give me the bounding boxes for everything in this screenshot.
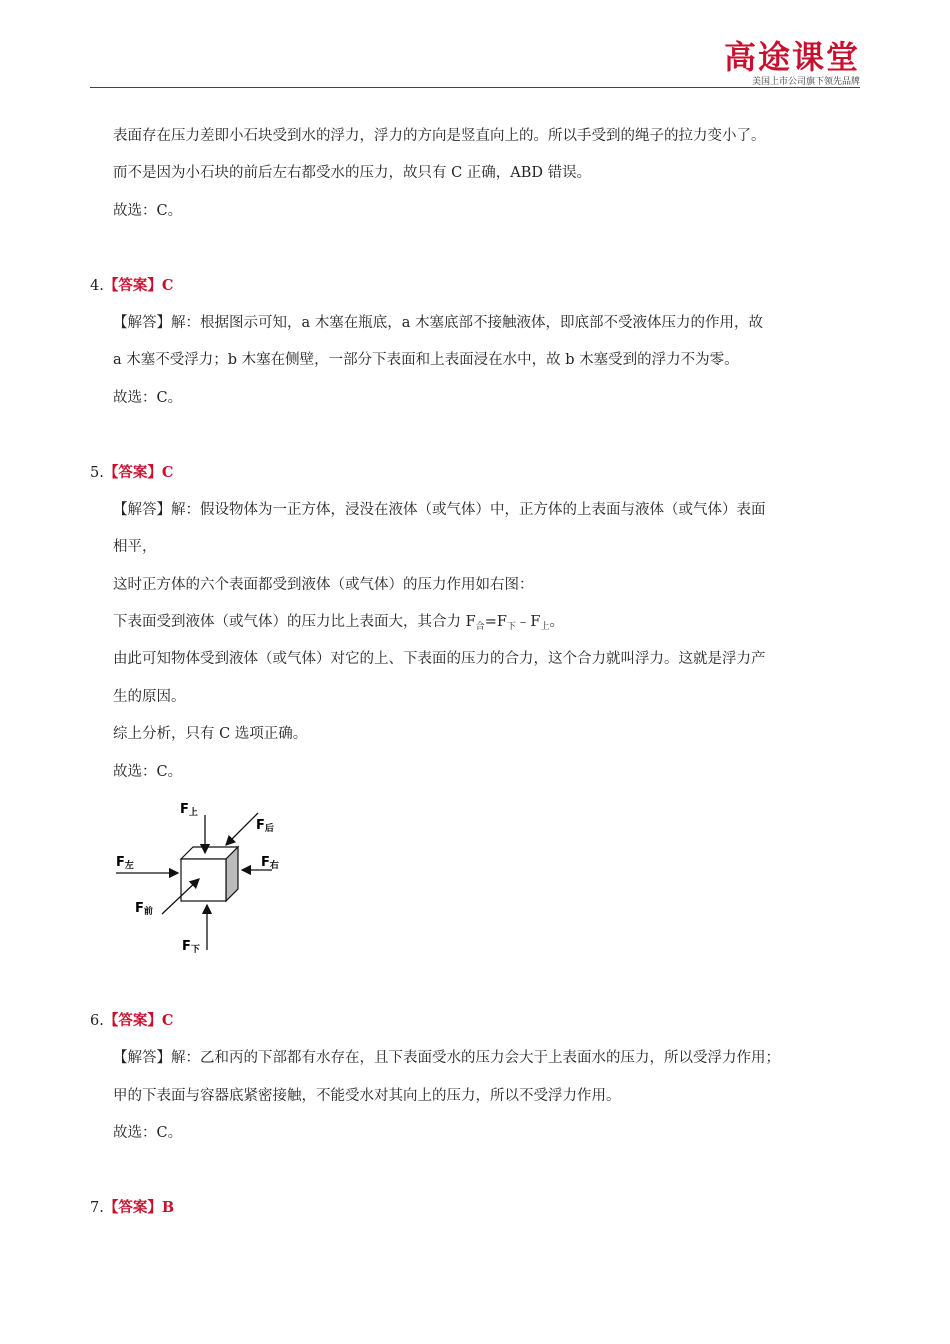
q5-line-4-minus: ﹣F (515, 614, 541, 630)
q5-line-6: 生的原因。 (113, 689, 186, 705)
q4-answer-heading (90, 276, 173, 296)
q5-line-5: 由此可知物体受到液体（或气体）对它的上、下表面的压力的合力，这个合力就叫浮力。这就是浮力产 (113, 651, 766, 667)
q4-line-1: 【解答】解：根据图示可知，a 木塞在瓶底，a 木塞底部不接触液体，即底部不受液体压力的作用，故 (113, 315, 764, 331)
subscript-shang: 上 (540, 622, 550, 632)
brand-slogan: 美国上市公司旗下领先品牌 (751, 77, 860, 87)
brand-logo: 高途课堂 (723, 38, 860, 76)
q4-line-2: a 木塞不受浮力；b 木塞在侧壁，一部分下表面和上表面浸在水中，故 b 木塞受到的浮力不为零。 (113, 352, 739, 368)
q5-line-1: 【解答】解：假设物体为一正方体，浸没在液体（或气体）中，正方体的上表面与液体（或气体）表面 (113, 502, 766, 518)
buoyancy-force-diagram (100, 795, 300, 960)
q6-answer: C (161, 1012, 174, 1029)
q7-answer: B (161, 1199, 175, 1216)
page-header (90, 28, 860, 88)
q6-answer-heading (90, 1011, 173, 1031)
subscript-he: 合 (475, 622, 485, 632)
label-f-bottom: F下 (182, 939, 200, 955)
label-f-back: F后 (256, 818, 274, 834)
q5-line-7: 综上分析，只有 C 选项正确。 (113, 726, 308, 742)
q5-line-4-text: 下表面受到液体（或气体）的压力比上表面大，其合力 F (113, 614, 476, 630)
arrow-back (226, 813, 258, 845)
label-f-front: F前 (135, 901, 153, 917)
q4-answer: C (161, 277, 174, 294)
intro-line-2: 而不是因为小石块的前后左右都受水的压力，故只有 C 正确，ABD 错误。 (113, 165, 592, 181)
q6-line-2: 甲的下表面与容器底紧密接触，不能受水对其向上的压力，所以不受浮力作用。 (113, 1088, 621, 1104)
q7-answer-tag: 【答案】 (103, 1199, 162, 1216)
q5-line-4-eq: =F (484, 614, 507, 630)
q5-line-3: 这时正方体的六个表面都受到液体（或气体）的压力作用如右图： (113, 577, 534, 593)
intro-choice: 故选：C。 (113, 203, 183, 219)
q6-line-1: 【解答】解：乙和丙的下部都有水存在，且下表面受水的压力会大于上表面水的压力，所以受浮力作用； (113, 1050, 780, 1066)
q4-number: 4. (90, 278, 104, 294)
intro-line-1: 表面存在压力差即小石块受到水的浮力，浮力的方向是竖直向上的。所以手受到的绳子的拉力变小了。 (113, 128, 766, 144)
label-f-right: F右 (261, 855, 279, 871)
q5-answer: C (161, 464, 174, 481)
q5-answer-heading (90, 463, 173, 483)
q5-number: 5. (90, 465, 104, 481)
q5-answer-tag: 【答案】 (103, 464, 162, 481)
cube-front-face (181, 859, 226, 901)
q5-line-4-end: 。 (549, 614, 564, 630)
subscript-xia: 下 (506, 622, 516, 632)
q5-line-2: 相平， (113, 539, 157, 555)
q6-choice: 故选：C。 (113, 1125, 183, 1141)
q7-number: 7. (90, 1200, 104, 1216)
q6-number: 6. (90, 1013, 104, 1029)
q7-answer-heading (90, 1198, 174, 1218)
q4-choice: 故选：C。 (113, 390, 183, 406)
q5-choice: 故选：C。 (113, 764, 183, 780)
q4-answer-tag: 【答案】 (103, 277, 162, 294)
label-f-left: F左 (116, 855, 134, 871)
label-f-top: F上 (180, 802, 198, 818)
q5-line-4 (113, 612, 564, 637)
header-divider (90, 87, 860, 88)
q6-answer-tag: 【答案】 (103, 1012, 162, 1029)
